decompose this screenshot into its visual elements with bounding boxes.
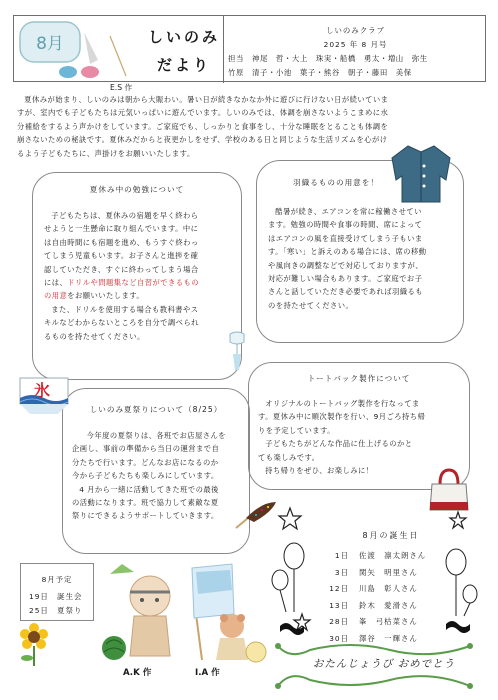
cardigan-line: はエアコンの風を直接受けてしまう子もいま (268, 233, 423, 243)
birthday-name: 鈴木 愛滑さん (359, 600, 418, 610)
cardigan-title: 羽織るものの用意を！ (293, 178, 379, 187)
totebag-title: トートバック製作について (307, 374, 411, 383)
festival-line: の活動になります。班で協力して素敵な夏 (72, 498, 219, 508)
cardigan-line: や風向きの調整などで対応しておりますが、 (268, 260, 423, 270)
intro-line: すが、室内でも子どもたちは元気いっぱいに遊んでいます。しいのみでは、体調を崩さないようこまめに水 (17, 108, 389, 118)
intro-line: 分補給をするよう声かけをしています。ご家庭でも、しっかりと食事をし、十分な睡眠をとることも体調を (17, 121, 389, 131)
study-line: また、ドリルを使用する場合も教科書やス (51, 304, 199, 314)
wind-chime-icon (222, 330, 252, 374)
birthday-banner: おたんじょうび おめでとう (312, 658, 456, 670)
drawing-right-credit: I.A 作 (195, 668, 220, 678)
birthday-row (325, 600, 457, 617)
staff-line1: 担当 神尾 哲・大上 珠実・船橋 勇太・増山 弥生 (228, 54, 428, 63)
study-line: 子どもたちは、夏休みの宿題を早く終わら (51, 211, 199, 220)
study-line: キルなどわからないところを自分で調べられ (44, 318, 199, 328)
totebag-line: す。夏休み中に順次製作を行い、9月ごろ持ち帰 (258, 412, 426, 422)
birthday-day: 13日 (329, 600, 349, 610)
cardigan-line: 対応が難しい場合もあります。ご家庭でお子 (268, 274, 423, 284)
child-drawing-left (100, 560, 186, 662)
totebag-line: オリジナルのトートバッグ製作を行なってま (265, 399, 420, 408)
totebag-line: ても楽しみです。 (258, 452, 320, 462)
birthday-day: 1日 (334, 551, 349, 560)
festival-line: 今年度の夏祭りは、各班でお店屋さんを (86, 431, 227, 440)
birthday-list (325, 550, 457, 650)
schedule-item: 19日 誕生会 (29, 592, 83, 601)
drawing-left-credit: A.K 作 (123, 668, 152, 678)
intro-line: 夏休みが始まり、しいのみは朝から大賑わい。暑い日が続きなかなか外に遊びに行けない日が続いていま (24, 95, 389, 104)
cardigan-line: ます。勉強の時間や食事の時間、席によって (268, 220, 423, 230)
birthday-row (325, 583, 457, 600)
intro-line: 崩さないための秘訣です。夏休みだからと夜更かしをせず、学校のある日と同じような生活リズムを心がけ (17, 135, 388, 145)
birthday-name: 川島 彰人さん (359, 584, 418, 594)
staff-line2: 竹原 清子・小池 葉子・熊谷 朝子・藤田 美保 (228, 68, 412, 77)
cardigan-line: さんと話していただき必要であれば羽織るも (268, 287, 423, 297)
birthday-row (325, 567, 457, 584)
schedule-title: 8月予定 (41, 575, 73, 584)
birthday-name: 関矢 明里さん (359, 567, 418, 577)
totebag-line: 持ち帰りをぜひ、お楽しみに！ (265, 466, 374, 476)
study-text (44, 209, 234, 343)
birthday-name: 峯 弓枯菜さん (359, 617, 418, 627)
study-line: てしまう児童もいます。お子さんと進捗を確 (44, 251, 199, 261)
club-name: しいのみクラブ (326, 26, 385, 35)
festival-line: 企画し、事前の準備から当日の運営まで自 (72, 444, 220, 454)
study-line: をお願いいたします。 (67, 291, 145, 301)
schedule-item: 25日 夏祭り (29, 606, 83, 615)
birthday-day: 30日 (329, 633, 349, 643)
sunflower-icon (14, 620, 54, 668)
issue-label: 2025 年 8 月号 (323, 40, 388, 49)
newsletter-title-line1: しいのみ (147, 28, 220, 46)
birthday-row (325, 616, 457, 633)
cardigan-icon (388, 142, 454, 206)
festival-line: 今から子どもたちも楽しみにしています。 (72, 471, 219, 481)
intro-line: るよう子どもたちに、声掛けをお願いいたします。 (17, 148, 195, 158)
cardigan-text (268, 205, 454, 312)
study-line: るものを持たせてください。 (44, 331, 145, 341)
birthday-day: 12日 (329, 584, 349, 594)
newsletter-title-line2: だより (156, 56, 211, 74)
festival-title: しいのみ夏祭りについて（8/25） (89, 405, 223, 414)
birthday-row (325, 633, 457, 650)
schedule-list (29, 590, 82, 618)
totebag-line: 子どもたちがどんな作品に仕上げるのかと (265, 439, 413, 449)
festival-line: 4 月から一緒に活動してきた班での最後 (79, 484, 219, 494)
intro-author: E.S 作 (110, 83, 133, 92)
study-highlight: の用意 (44, 291, 68, 301)
festival-line: 分たちで行います。どんなお店になるのか (72, 457, 219, 467)
birthday-title: 8月の誕生日 (362, 531, 420, 540)
study-line: 認していただき、すぐに終わってしまう場合 (44, 264, 199, 274)
totebag-text (258, 397, 463, 477)
child-drawing-right (184, 560, 270, 666)
birthday-row (325, 550, 457, 567)
totebag-line: りを予定しています。 (258, 425, 335, 435)
cardigan-line: のを持たせてください。 (268, 300, 354, 310)
study-line: には、 (44, 278, 68, 288)
festival-text (72, 429, 244, 523)
birthday-day: 3日 (334, 567, 349, 577)
study-line: せようと一生懸命に取り組んでいます。中に (44, 224, 199, 234)
study-title: 夏休み中の勉強について (89, 185, 185, 194)
month-badge-icon (14, 16, 132, 82)
cardigan-line: 酷暑が続き、エアコンを常に稼働させてい (275, 207, 422, 216)
festival-line: 祭りにできるようサポートしていきます。 (72, 511, 219, 521)
birthday-name: 佐渡 凛太朗さん (359, 551, 427, 560)
study-line: は自由時間にも宿題を進め、もうすぐ終わっ (44, 237, 199, 247)
birthday-day: 28日 (329, 617, 349, 627)
month-badge-label: 8月 (36, 34, 64, 54)
ice-flag-label: 氷 (33, 381, 51, 400)
study-highlight: ドリルや問題集など自習ができるもの (67, 278, 199, 288)
birthday-name: 澤谷 一輝さん (359, 633, 418, 643)
cardigan-line: す。「寒い」と訴えのある場合には、席の移動 (268, 247, 427, 257)
